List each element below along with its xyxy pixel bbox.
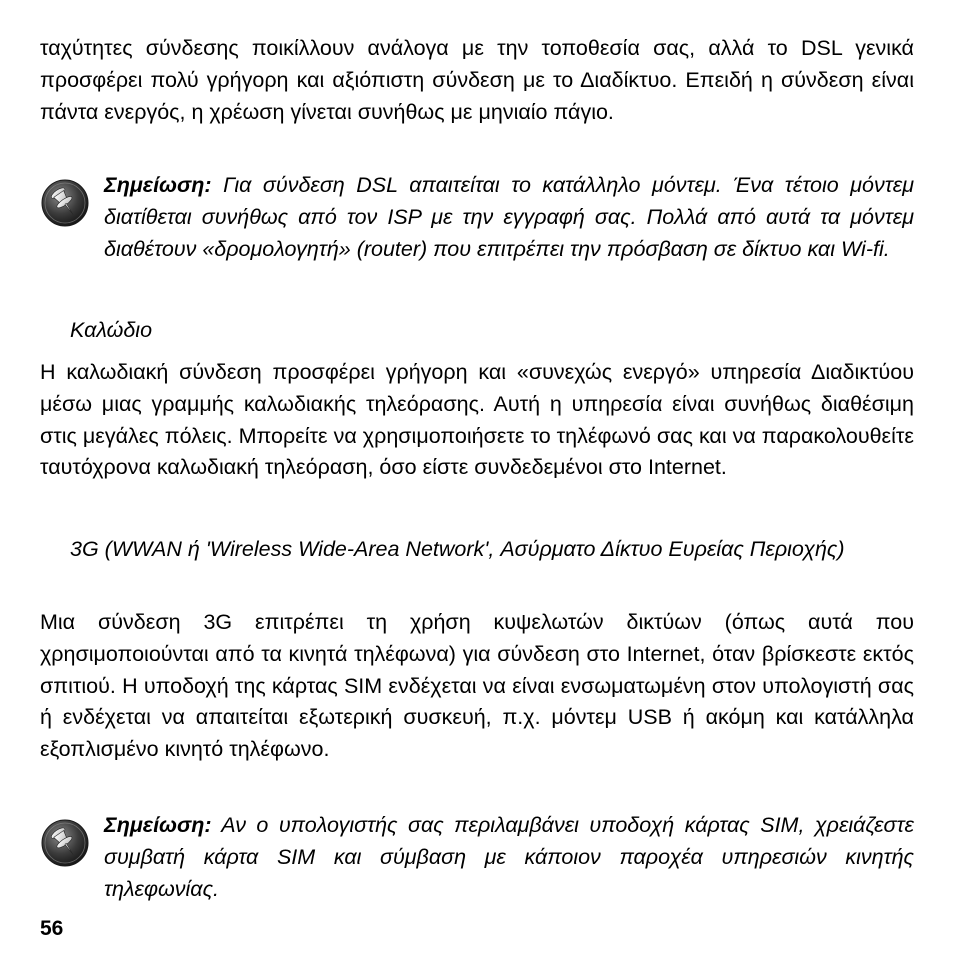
pushpin-note-icon [40, 818, 90, 868]
paragraph-cable: Η καλωδιακή σύνδεση προσφέρει γρήγορη και «συνεχώς ενεργό» υπηρεσία Διαδικτύου μέσω μιας γραμμής καλωδιακής τηλεόρασης. Αυτή η υπηρεσία είναι συνήθως διαθέσιμη στις μεγάλες πόλεις. Μπορείτε να χρησιμοποιήσετε το τηλέφωνό σας και να παρακολουθείτε ταυτόχρονα καλωδιακή τηλεόραση, όσο είστε συνδεδεμένοι στο Internet. [40, 360, 914, 480]
note-text [104, 170, 914, 265]
note-body: Αν ο υπολογιστής σας περιλαμβάνει υποδοχή κάρτας SIM, χρειάζεστε συμβατή κάρτα SIM και σύμβαση με κάποιον παροχέα υπηρεσιών κινητής τηλεφωνίας. [104, 813, 914, 901]
note-label: Σημείωση: [104, 813, 212, 837]
section-heading-3g: 3G (WWAN ή 'Wireless Wide-Area Network', Ασύρματο Δίκτυο Ευρείας Περιοχής) [70, 537, 845, 561]
note-body: Για σύνδεση DSL απαιτείται το κατάλληλο μόντεμ. Ένα τέτοιο μόντεμ διατίθεται συνήθως από τον ISP με την εγγραφή σας. Πολλά από αυτά τα μόντεμ διαθέτουν «δρομολογητή» (router) που επιτρέπει την πρόσβαση σε δίκτυο και Wi-fi. [104, 173, 914, 261]
note-text [104, 810, 914, 905]
pushpin-note-icon [40, 178, 90, 228]
section-heading-cable: Καλώδιο [70, 318, 153, 342]
page-number: 56 [40, 917, 64, 940]
note-label: Σημείωση: [104, 173, 212, 197]
paragraph-3g: Μια σύνδεση 3G επιτρέπει τη χρήση κυψελωτών δικτύων (όπως αυτά που χρησιμοποιούνται από τα κινητά τηλέφωνα) για σύνδεση στο Internet, όταν βρίσκεστε εκτός σπιτιού. Η υποδοχή της κάρτας SIM ενδέχεται να είναι ενσωματωμένη στον υπολογιστή σας ή ενδέχεται να απαιτείται εξωτερική συσκευή, π.χ. μόντεμ USB ή ακόμη και κατάλληλα εξοπλισμένο κινητό τηλέφωνο. [40, 610, 914, 762]
paragraph-dsl-continuation: ταχύτητες σύνδεσης ποικίλλουν ανάλογα με την τοποθεσία σας, αλλά το DSL γενικά προσφέρει πολύ γρήγορη και αξιόπιστη σύνδεση με το Διαδίκτυο. Επειδή η σύνδεση είναι πάντα ενεργός, η χρέωση γίνεται συνήθως με μηνιαίο πάγιο. [40, 36, 914, 124]
